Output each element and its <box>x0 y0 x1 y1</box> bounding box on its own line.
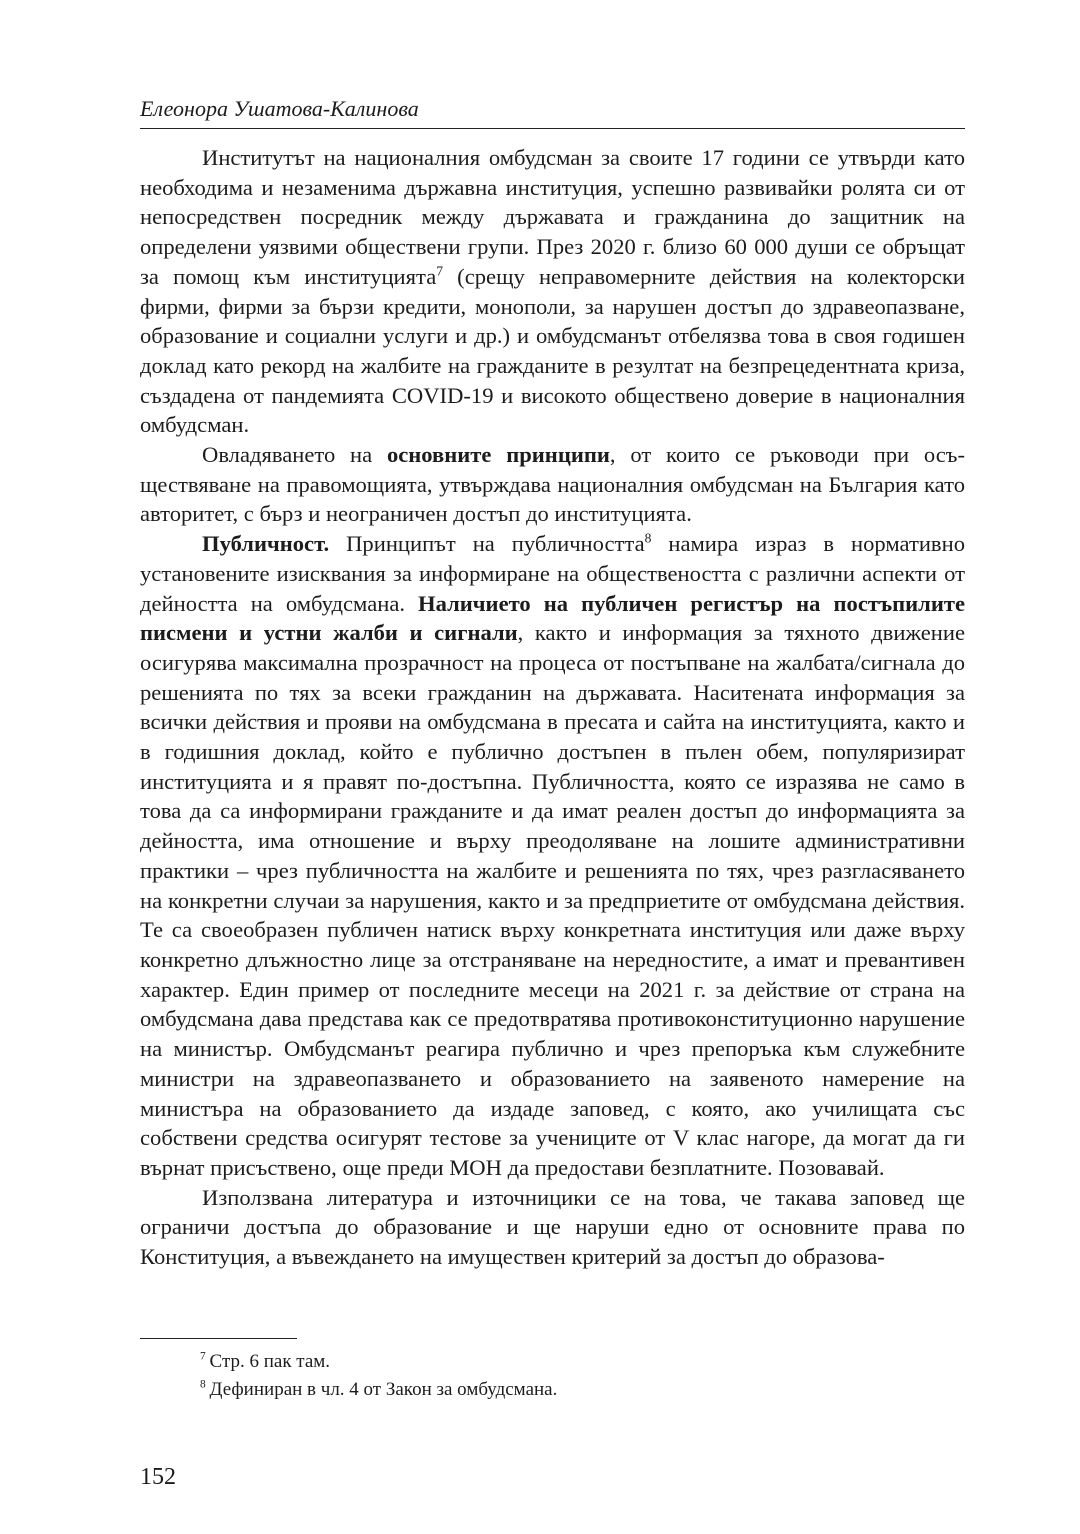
footnote-7 <box>200 1350 330 1374</box>
header-divider <box>140 128 965 129</box>
paragraph-2 <box>140 440 965 529</box>
p3-text-b: намира израз в нормативно установените изисквания за информиране на обществеността с различни аспекти от дейността на омбудсмана. <box>140 531 965 616</box>
footnote-8 <box>200 1378 557 1402</box>
p2-bold-phrase: основните принципи <box>386 442 610 468</box>
p2-text-end: , от които се ръководи при осъществяване на правомощията, утвърждава националния омбудсман на България като авторитет, с бърз и неограничен достъп до институцията. <box>140 442 965 527</box>
main-text <box>140 143 965 1272</box>
p3-text-a: Принципът на публичността <box>329 531 645 557</box>
page-number: 152 <box>140 1464 176 1490</box>
footnote-8-text: Дефиниран в чл. 4 от Закон за омбудсмана. <box>209 1379 558 1400</box>
footnote-8-number: 8 <box>200 1378 206 1391</box>
footnote-ref-8: 8 <box>644 530 652 546</box>
p1-text-tail: (срещу неправомерните действия на колекторски фирми, фирми за бързи кредити, монополи, за нарушен достъп до здравеопазване, образование и социални услуги и др.) и омбудсманът отбелязва това в своя годишен доклад като рекорд на жалбите на гражданите в резултат на безпрецедентната криза, създадена от пандемията COVID-19 и високото обществено доверие в националния омбудсман. <box>140 263 965 438</box>
running-header-author: Елеонора Ушатова-Калинова <box>140 96 419 121</box>
footnote-ref-7: 7 <box>436 263 443 279</box>
p2-text-start: Овладяването на <box>202 442 387 468</box>
paragraph-4 <box>140 1183 965 1272</box>
footnote-divider <box>140 1338 297 1339</box>
p4-text: Използвана литература и източницики се на това, че такава заповед ще ограничи достъпа до образование и ще наруши едно от основните права по Конституция, а въвеждането на имуществен критерий за достъп до образова- <box>140 1184 965 1270</box>
footnote-7-number: 7 <box>200 1350 206 1363</box>
p3-bold-phrase: Наличието на публичен регистър на постъпилите писмени и устни жалби и сигнали <box>140 590 965 646</box>
paragraph-3 <box>140 529 965 1182</box>
p3-text-c: , както и информация за тяхното движение осигурява максимална прозрачност на процеса от постъпване на жалбата/сигнала до решенията по тях за всеки гражданин на държавата. Наситената информация за всички действия и прояви на омбудсмана в пресата и сайта на институцията, както и в годишния доклад, който е публично достъпен в пълен обем, популяризират институцията и я правят по-достъпна. Публичността, която се изразява не само в това да са информирани гражданите и да имат реален достъп до информацията за дейността, има отношение и върху преодоляване на лошите административни практики – чрез публичността на жалбите и решенията по тях, чрез разгласяването на конкретни случаи за нарушения, както и за предприетите от омбудсмана действия. Те са своеобразен публичен натиск върху конкретната институция или даже върху конкретно длъжностно лице за отстраняване на нередностите, а имат и превантивен характер. Един пример от последните месеци на 2021 г. за действие от страна на омбудсмана дава представа как се предотвратява противоконституционно нарушение на министър. Омбудсманът реагира публично и чрез препоръка към служебните министри на здравеопазването и образованието на заявеното намерение на министъра на образованието да издаде заповед, с която, ако училищата със собствени средства осигурят тестове за учениците от V клас нагоре, да могат да ги върнат присъствено, още преди МОН да предостави безплатните. Позовавай. <box>140 620 965 1180</box>
section-lead-publicity: Публичност. <box>202 531 330 557</box>
paragraph-1 <box>140 143 965 440</box>
footnote-7-text: Стр. 6 пак там. <box>209 1351 331 1372</box>
p1-text: Институтът на националния омбудсман за своите 17 години се утвърди като необходима и незаменима държавна институция, успешно развивайки ролята си от непосредствен посредник между държавата и гражданина до защитник на определени уязвими обществени групи. През 2020 г. близо 60 000 души се обръщат за помощ към институцията <box>140 145 965 289</box>
